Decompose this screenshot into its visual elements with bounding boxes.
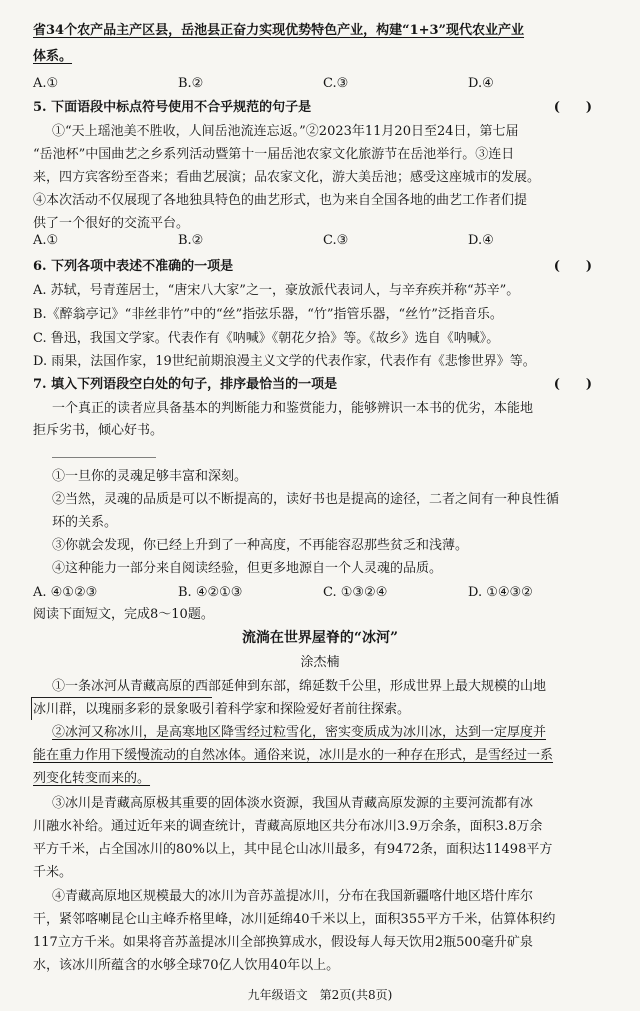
q5-passage-line: “岳池杯”中国曲艺之乡系列活动暨第十一届岳池农家文化旅游节在岳池举行。③连日	[33, 147, 515, 162]
q7-item: ①一旦你的灵魂足够丰富和深刻。	[52, 469, 248, 484]
article-paragraph-line: ④青藏高原地区规模最大的冰川为音苏盖提冰川，分布在我国新疆喀什地区塔什库尔	[52, 889, 534, 904]
q7-passage-line: 一个真正的读者应具备基本的判断能力和鉴赏能力，能够辨识一本书的优劣，本能地	[52, 401, 534, 416]
q6-stem: 6. 下列各项中表述不准确的一项是	[33, 259, 234, 274]
option-d[interactable]: D. ①④③②	[468, 585, 533, 600]
q7-stem: 7. 填入下列语段空白处的句子，排序最恰当的一项是	[33, 377, 338, 392]
option-a[interactable]: A.①	[33, 233, 59, 248]
q5-stem: 5. 下面语段中标点符号使用不合乎规范的句子是	[33, 100, 312, 115]
q6-option-c[interactable]: C. 鲁迅，我国文学家。代表作有《呐喊》《朝花夕拾》等。《故乡》选自《呐喊》。	[33, 331, 500, 346]
q5-answer-paren[interactable]: ( )	[553, 100, 592, 115]
q7-passage-line: 拒斥劣书，倾心好书。	[33, 423, 164, 438]
article-paragraph-line: 平方千米，占全国冰川的80%以上，其中昆仑山冰川最多，有9472条，面积达11498平方	[33, 842, 553, 857]
option-c[interactable]: C.③	[323, 76, 349, 91]
article-paragraph-line: 千米。	[33, 865, 73, 880]
top-text-line: 体系。	[33, 49, 73, 64]
q7-options	[33, 582, 613, 603]
q6-answer-paren[interactable]: ( )	[553, 259, 592, 274]
q5-passage-line: ④本次活动不仅展现了各地独具特色的曲艺形式，也为来自全国各地的曲艺工作者们提	[33, 193, 528, 208]
q4-options	[33, 73, 613, 94]
highlight-box	[31, 697, 212, 720]
option-b[interactable]: B. ④②①③	[178, 585, 243, 600]
q7-item: ④这种能力一部分来自阅读经验，但更多地源自一个人灵魂的品质。	[52, 561, 443, 576]
option-c[interactable]: C. ①③②④	[323, 585, 388, 600]
top-text-line: 省34个农产品主产区县，岳池县正奋力实现优势特色产业，构建“1+3”现代农业产业	[33, 23, 525, 38]
reading-intro: 阅读下面短文，完成8～10题。	[33, 607, 214, 622]
q6-option-b[interactable]: B.《醉翁亭记》“非丝非竹”中的“丝”指弦乐器，“竹”指管乐器，“丝竹”泛指音乐。	[33, 307, 503, 322]
article-paragraph-line: 川融水补给。通过近年来的调查统计，青藏高原地区共分布冰川3.9万余条，面积3.8万余	[33, 819, 543, 834]
q7-answer-paren[interactable]: ( )	[553, 377, 592, 392]
q7-item: 环的关系。	[52, 515, 118, 530]
q7-blank: ＿＿＿＿＿＿＿＿	[52, 445, 157, 460]
article-paragraph-line: 能在重力作用下缓慢流动的自然冰体。通俗来说，冰川是水的一种存在形式，是雪经过一系	[33, 748, 554, 763]
article-author: 涂杰楠	[300, 655, 340, 670]
page-footer: 九年级语文 第2页(共8页)	[247, 988, 393, 1002]
q5-options	[33, 230, 613, 251]
q5-passage-line: ①“天上瑶池美不胜收，人间岳池流连忘返。”②2023年11月20日至24日，第七届	[52, 124, 519, 139]
q5-passage-line: 来，四方宾客纷至沓来；看曲艺展演；品农家文化，游大美岳池；感受这座城市的发展。	[33, 170, 541, 185]
article-paragraph-line: 列变化转变而来的。	[33, 771, 151, 786]
option-d[interactable]: D.④	[468, 233, 494, 248]
q5-passage-line: 供了一个很好的交流平台。	[33, 216, 190, 231]
article-paragraph-line: ③冰川是青藏高原极其重要的固体淡水资源，我国从青藏高原发源的主要河流都有冰	[52, 796, 534, 811]
q7-item: ②当然，灵魂的品质是可以不断提高的，读好书也是提高的途径，二者之间有一种良性循	[52, 492, 560, 507]
option-b[interactable]: B.②	[178, 233, 204, 248]
q6-option-d[interactable]: D. 雨果，法国作家，19世纪前期浪漫主义文学的代表作家，代表作有《悲惨世界》等。	[33, 354, 536, 369]
article-paragraph-line: 水，该冰川所蕴含的水够全球70亿人饮用40年以上。	[33, 958, 340, 973]
q6-option-a[interactable]: A. 苏轼，号青莲居士，“唐宋八大家”之一，豪放派代表词人，与辛弃疾并称“苏辛”。	[33, 283, 520, 298]
q7-item: ③你就会发现，你已经上升到了一种高度，不再能容忍那些贫乏和浅薄。	[52, 538, 469, 553]
option-d[interactable]: D.④	[468, 76, 494, 91]
article-paragraph-line: 117立方千米。如果将音苏盖提冰川全部换算成水，假设每人每天饮用2瓶500毫升矿泉	[33, 935, 533, 950]
option-c[interactable]: C.③	[323, 233, 349, 248]
article-paragraph-line: 冰川群，以瑰丽多彩的景象吸引着科学家和探险爱好者前往探索。	[33, 702, 411, 717]
option-a[interactable]: A.①	[33, 76, 59, 91]
article-paragraph-line: 干，紧邻喀喇昆仑山主峰乔格里峰，冰川延绵40千米以上，面积355平方千米，估算体积约	[33, 912, 556, 927]
article-paragraph-line: ②冰河又称冰川，是高寒地区降雪经过粒雪化，密实变质成为冰川冰，达到一定厚度并	[52, 725, 547, 740]
option-b[interactable]: B.②	[178, 76, 204, 91]
article-title: 流淌在世界屋脊的“冰河”	[241, 630, 399, 646]
article-paragraph-line: ①一条冰河从青藏高原的西部延伸到东部，绵延数千公里，形成世界上最大规模的山地	[52, 679, 547, 694]
option-a[interactable]: A. ④①②③	[33, 585, 98, 600]
